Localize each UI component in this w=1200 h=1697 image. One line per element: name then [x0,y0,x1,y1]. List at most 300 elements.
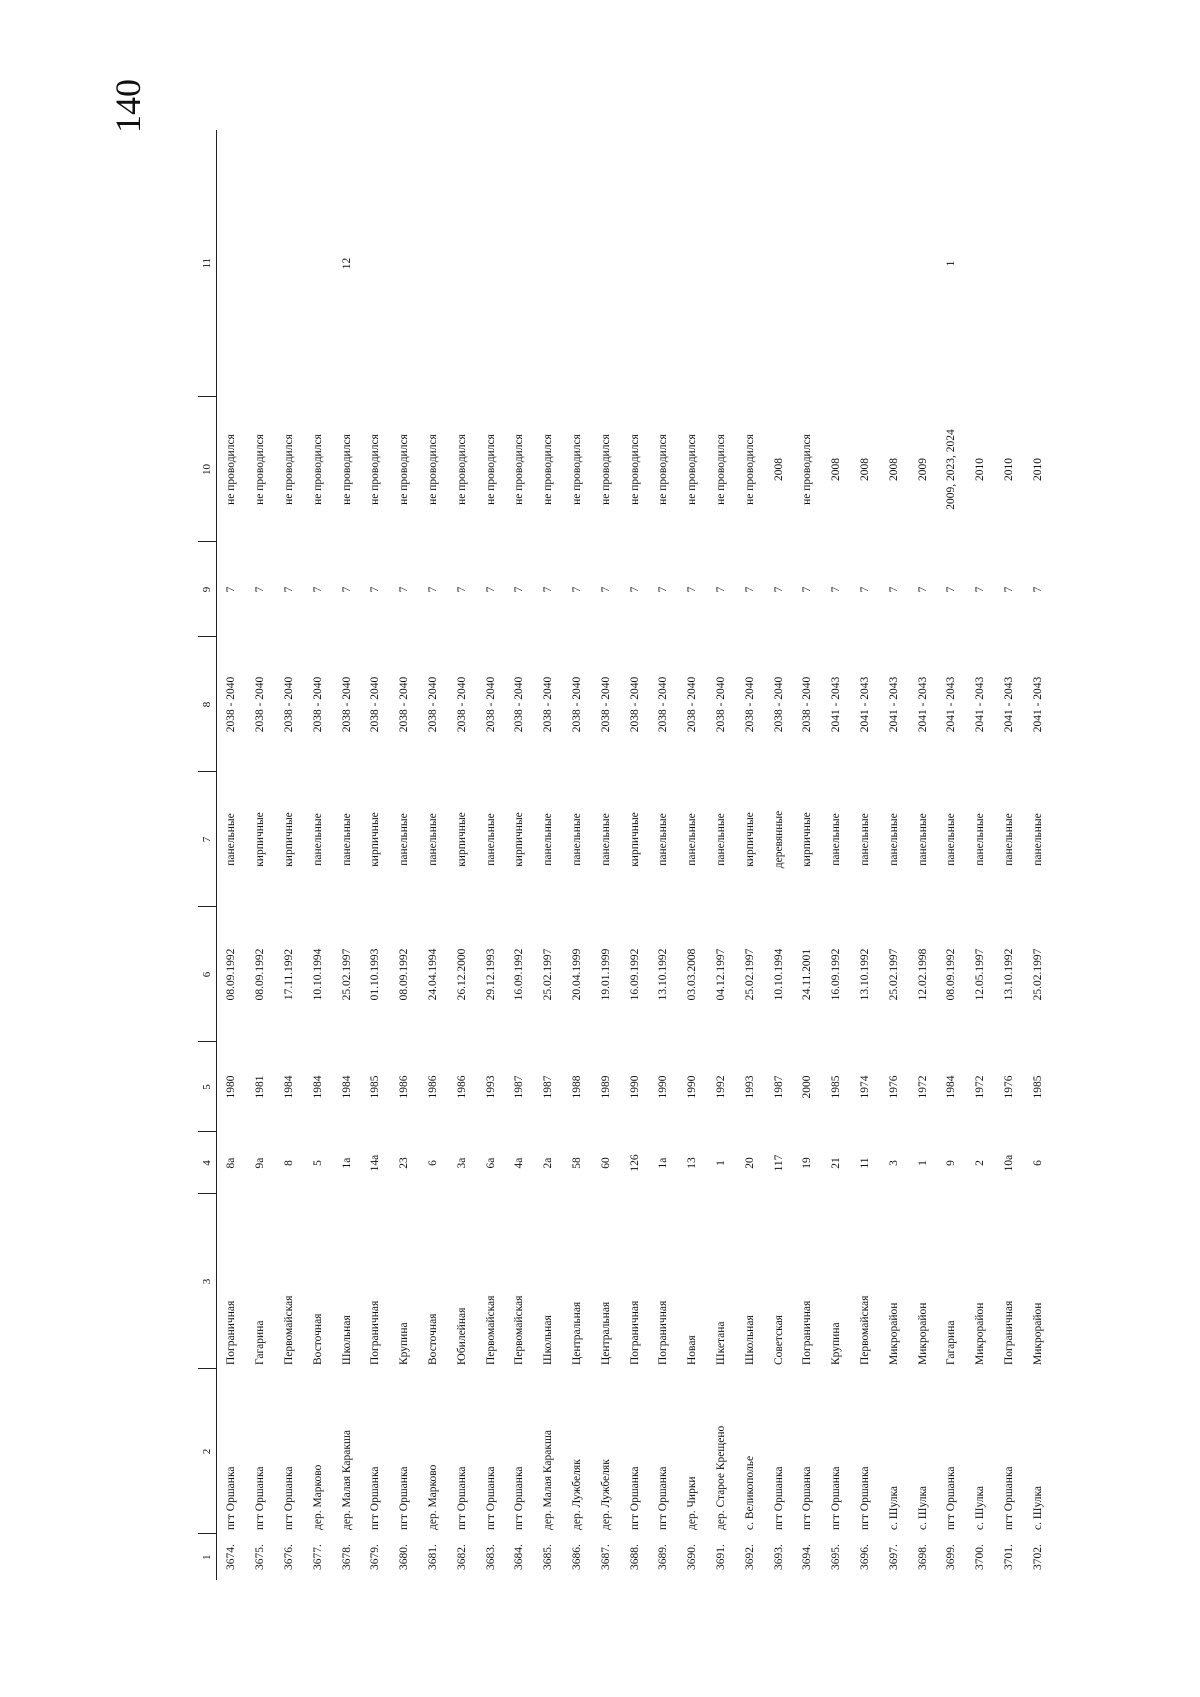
street-cell: Микрорайон [916,1302,929,1365]
column-9-cell: 7 [916,586,929,593]
table-row [534,130,563,1580]
build-year-cell: 1972 [974,1075,987,1099]
column-header-4: 4 [198,1132,217,1194]
last-repair-cell: не проводился [340,434,353,505]
wall-material-cell: кирпичные [282,812,295,867]
house-number-cell: 4а [513,1157,526,1169]
table-row [649,130,678,1580]
date-cell: 25.02.1997 [542,948,555,1001]
wall-material-cell: панельные [916,813,929,866]
house-number-cell: 1а [657,1157,670,1169]
column-9-cell: 7 [570,586,583,593]
street-cell: Крупина [398,1322,411,1365]
table-row [217,130,246,1580]
column-11-cell: 1 [945,260,958,267]
last-repair-cell: не проводился [398,434,411,505]
table-row [361,130,390,1580]
column-11-cell [275,130,304,397]
rotated-table-container [198,130,1044,1580]
row-number: 3695. [830,1544,843,1570]
row-number: 3691. [714,1544,727,1570]
table-row [764,130,793,1580]
header-row [198,130,217,1580]
locality-cell: пгт Оршанка [830,1466,843,1530]
house-number-cell: 58 [570,1157,583,1169]
row-number: 3694. [801,1544,814,1570]
locality-cell: дер. Марково [311,1464,324,1530]
house-number-cell: 20 [743,1157,756,1169]
street-cell: Новая [686,1335,699,1365]
build-year-cell: 1986 [426,1075,439,1099]
date-cell: 12.05.1997 [974,948,987,1001]
table-row [591,130,620,1580]
date-cell: 12.02.1998 [916,948,929,1001]
house-number-cell: 3а [455,1157,468,1169]
planned-period-cell: 2038 - 2040 [369,676,382,733]
date-cell: 16.09.1992 [830,948,843,1001]
column-11-cell [851,130,880,397]
row-number: 3677. [311,1544,324,1570]
build-year-cell: 1984 [340,1075,353,1099]
table-row [419,130,448,1580]
column-11-cell [303,130,332,397]
column-11-cell [793,130,822,397]
column-11-cell [707,130,736,397]
last-repair-cell: не проводился [542,434,555,505]
wall-material-cell: деревянные [772,810,785,869]
locality-cell: дер. Лужбеляк [570,1459,583,1530]
column-9-cell: 7 [743,586,756,593]
column-9-cell: 7 [628,586,641,593]
house-number-cell: 19 [801,1157,814,1169]
date-cell: 19.01.1999 [599,948,612,1001]
table-row [822,130,851,1580]
planned-period-cell: 2038 - 2040 [455,676,468,733]
column-9-cell: 7 [426,586,439,593]
row-number: 3675. [254,1544,267,1570]
wall-material-cell: кирпичные [628,812,641,867]
wall-material-cell: кирпичные [455,812,468,867]
table-row [908,130,937,1580]
last-repair-cell: не проводился [801,434,814,505]
planned-period-cell: 2038 - 2040 [398,676,411,733]
table-row [303,130,332,1580]
table-row [995,130,1024,1580]
row-number: 3693. [772,1544,785,1570]
row-number: 3697. [887,1544,900,1570]
column-9-cell: 7 [772,586,785,593]
row-number: 3678. [340,1544,353,1570]
date-cell: 16.09.1992 [513,948,526,1001]
house-number-cell: 11 [858,1157,871,1169]
street-cell: Пограничная [369,1300,382,1365]
table-row [332,130,361,1580]
locality-cell: пгт Оршанка [513,1466,526,1530]
column-11-cell [966,130,995,397]
street-cell: Центральная [599,1301,612,1365]
last-repair-cell: не проводился [426,434,439,505]
build-year-cell: 1987 [542,1075,555,1099]
house-number-cell: 8 [282,1160,295,1166]
planned-period-cell: 2038 - 2040 [311,676,324,733]
date-cell: 10.10.1994 [772,948,785,1001]
house-number-cell: 21 [830,1157,843,1169]
planned-period-cell: 2041 - 2043 [1002,676,1015,733]
date-cell: 10.10.1994 [311,948,324,1001]
column-11-cell [505,130,534,397]
build-year-cell: 1990 [657,1075,670,1099]
column-9-cell: 7 [1002,586,1015,593]
planned-period-cell: 2038 - 2040 [426,676,439,733]
build-year-cell: 1985 [830,1075,843,1099]
row-number: 3689. [657,1544,670,1570]
house-number-cell: 1 [714,1160,727,1166]
column-header-5: 5 [198,1042,217,1132]
column-9-cell: 7 [858,586,871,593]
locality-cell: пгт Оршанка [398,1466,411,1530]
column-9-cell: 7 [801,586,814,593]
house-number-cell: 9 [945,1160,958,1166]
column-header-7: 7 [198,772,217,907]
street-cell: Микрорайон [1031,1302,1044,1365]
last-repair-cell: не проводился [282,434,295,505]
last-repair-cell: 2009 [916,458,929,481]
build-year-cell: 1974 [858,1075,871,1099]
column-9-cell: 7 [225,586,238,593]
build-year-cell: 1989 [599,1075,612,1099]
planned-period-cell: 2038 - 2040 [657,676,670,733]
locality-cell: дер. Старое Крещено [714,1425,727,1530]
street-cell: Школьная [542,1315,555,1365]
date-cell: 29.12.1993 [484,948,497,1001]
locality-cell: пгт Оршанка [282,1466,295,1530]
table-row [707,130,736,1580]
table-row [1023,130,1052,1580]
date-cell: 26.12.2000 [455,948,468,1001]
column-9-cell: 7 [974,586,987,593]
street-cell: Советская [772,1315,785,1365]
planned-period-cell: 2041 - 2043 [916,676,929,733]
street-cell: Первомайская [484,1295,497,1365]
table-row [966,130,995,1580]
street-cell: Первомайская [282,1295,295,1365]
planned-period-cell: 2038 - 2040 [599,676,612,733]
wall-material-cell: панельные [686,813,699,866]
date-cell: 08.09.1992 [254,948,267,1001]
date-cell: 25.02.1997 [340,948,353,1001]
last-repair-cell: не проводился [369,434,382,505]
column-11-cell [419,130,448,397]
house-number-cell: 14а [369,1154,382,1172]
build-year-cell: 1993 [484,1075,497,1099]
last-repair-cell: не проводился [254,434,267,505]
column-11-cell [908,130,937,397]
column-9-cell: 7 [887,586,900,593]
wall-material-cell: панельные [945,813,958,866]
row-number: 3683. [484,1544,497,1570]
planned-period-cell: 2038 - 2040 [513,676,526,733]
column-header-11: 11 [198,130,217,397]
last-repair-cell: 2008 [772,458,785,481]
planned-period-cell: 2041 - 2043 [1031,676,1044,733]
build-year-cell: 1984 [311,1075,324,1099]
row-number: 3684. [513,1544,526,1570]
column-9-cell: 7 [599,586,612,593]
wall-material-cell: кирпичные [369,812,382,867]
row-number: 3690. [686,1544,699,1570]
locality-cell: пгт Оршанка [801,1466,814,1530]
table-row [678,130,707,1580]
column-11-cell [1023,130,1052,397]
date-cell: 17.11.1992 [282,948,295,1001]
column-11-cell [822,130,851,397]
locality-cell: пгт Оршанка [254,1466,267,1530]
locality-cell: пгт Оршанка [772,1466,785,1530]
wall-material-cell: кирпичные [743,812,756,867]
column-9-cell: 7 [830,586,843,593]
row-number: 3699. [945,1544,958,1570]
last-repair-cell: не проводился [455,434,468,505]
column-11-cell [534,130,563,397]
wall-material-cell: панельные [974,813,987,866]
table-body [217,130,1053,1580]
build-year-cell: 1976 [887,1075,900,1099]
house-number-cell: 1 [916,1160,929,1166]
column-9-cell: 7 [513,586,526,593]
column-9-cell: 7 [455,586,468,593]
last-repair-cell: не проводился [225,434,238,505]
wall-material-cell: панельные [311,813,324,866]
street-cell: Школьная [340,1315,353,1365]
column-9-cell: 7 [282,586,295,593]
planned-period-cell: 2038 - 2040 [282,676,295,733]
house-number-cell: 1а [340,1157,353,1169]
table-row [937,130,966,1580]
house-number-cell: 13 [686,1157,699,1169]
planned-period-cell: 2041 - 2043 [974,676,987,733]
build-year-cell: 1993 [743,1075,756,1099]
planned-period-cell: 2038 - 2040 [225,676,238,733]
street-cell: Первомайская [858,1295,871,1365]
row-number: 3701. [1002,1544,1015,1570]
column-11-cell [649,130,678,397]
table-row [879,130,908,1580]
column-9-cell: 7 [484,586,497,593]
column-11-cell [735,130,764,397]
locality-cell: пгт Оршанка [369,1466,382,1530]
table-row [793,130,822,1580]
date-cell: 25.02.1997 [887,948,900,1001]
locality-cell: с. Шулка [974,1486,987,1530]
street-cell: Первомайская [513,1295,526,1365]
last-repair-cell: 2009, 2023, 2024 [945,429,958,510]
housing-registry-table [198,130,1052,1580]
build-year-cell: 1981 [254,1075,267,1099]
locality-cell: дер. Малая Каракша [340,1430,353,1530]
planned-period-cell: 2038 - 2040 [772,676,785,733]
column-9-cell: 7 [686,586,699,593]
row-number: 3698. [916,1544,929,1570]
column-9-cell: 7 [542,586,555,593]
table-row [390,130,419,1580]
build-year-cell: 1972 [916,1075,929,1099]
planned-period-cell: 2038 - 2040 [801,676,814,733]
wall-material-cell: панельные [858,813,871,866]
wall-material-cell: панельные [830,813,843,866]
wall-material-cell: панельные [484,813,497,866]
street-cell: Микрорайон [887,1302,900,1365]
table-row [246,130,275,1580]
wall-material-cell: кирпичные [513,812,526,867]
wall-material-cell: панельные [1002,813,1015,866]
wall-material-cell: панельные [714,813,727,866]
locality-cell: дер. Малая Каракша [542,1430,555,1530]
planned-period-cell: 2038 - 2040 [686,676,699,733]
build-year-cell: 1976 [1002,1075,1015,1099]
street-cell: Микрорайон [974,1302,987,1365]
build-year-cell: 1987 [772,1075,785,1099]
column-9-cell: 7 [254,586,267,593]
column-9-cell: 7 [657,586,670,593]
date-cell: 13.10.1992 [858,948,871,1001]
locality-cell: пгт Оршанка [455,1466,468,1530]
street-cell: Крупина [830,1322,843,1365]
date-cell: 08.09.1992 [398,948,411,1001]
row-number: 3681. [426,1544,439,1570]
row-number: 3687. [599,1544,612,1570]
last-repair-cell: не проводился [311,434,324,505]
last-repair-cell: не проводился [628,434,641,505]
house-number-cell: 8а [225,1157,238,1169]
planned-period-cell: 2038 - 2040 [484,676,497,733]
date-cell: 03.03.2008 [686,948,699,1001]
table-row [476,130,505,1580]
build-year-cell: 1985 [369,1075,382,1099]
column-11-cell [476,130,505,397]
table-row [275,130,304,1580]
column-9-cell: 7 [369,586,382,593]
column-header-2: 2 [198,1369,217,1534]
last-repair-cell: 2010 [1002,458,1015,481]
street-cell: Центральная [570,1301,583,1365]
locality-cell: пгт Оршанка [858,1466,871,1530]
last-repair-cell: 2010 [974,458,987,481]
wall-material-cell: панельные [398,813,411,866]
wall-material-cell: кирпичные [254,812,267,867]
date-cell: 24.04.1994 [426,948,439,1001]
last-repair-cell: 2008 [830,458,843,481]
locality-cell: пгт Оршанка [484,1466,497,1530]
house-number-cell: 126 [628,1154,641,1172]
column-11-cell [361,130,390,397]
street-cell: Пограничная [801,1300,814,1365]
table-row [505,130,534,1580]
last-repair-cell: не проводился [686,434,699,505]
column-9-cell: 7 [398,586,411,593]
last-repair-cell: не проводился [484,434,497,505]
street-cell: Восточная [311,1313,324,1365]
planned-period-cell: 2038 - 2040 [570,676,583,733]
street-cell: Пограничная [1002,1300,1015,1365]
row-number: 3692. [743,1544,756,1570]
locality-cell: пгт Оршанка [945,1466,958,1530]
table-row [851,130,880,1580]
locality-cell: пгт Оршанка [657,1466,670,1530]
column-9-cell: 7 [340,586,353,593]
house-number-cell: 10а [1002,1154,1015,1172]
build-year-cell: 1988 [570,1075,583,1099]
row-number: 3686. [570,1544,583,1570]
street-cell: Шкетана [714,1321,727,1365]
column-11-cell [390,130,419,397]
row-number: 3680. [398,1544,411,1570]
column-header-3: 3 [198,1194,217,1369]
date-cell: 13.10.1992 [1002,948,1015,1001]
column-header-10: 10 [198,397,217,542]
locality-cell: с. Шулка [916,1486,929,1530]
column-11-cell [764,130,793,397]
build-year-cell: 1984 [282,1075,295,1099]
build-year-cell: 1990 [628,1075,641,1099]
row-number: 3676. [282,1544,295,1570]
column-11-cell [217,130,246,397]
last-repair-cell: не проводился [743,434,756,505]
column-11-cell [447,130,476,397]
wall-material-cell: панельные [657,813,670,866]
planned-period-cell: 2038 - 2040 [542,676,555,733]
house-number-cell: 6 [1031,1160,1044,1166]
column-9-cell: 7 [714,586,727,593]
last-repair-cell: 2010 [1031,458,1044,481]
column-11-cell [246,130,275,397]
street-cell: Юбилейная [455,1307,468,1365]
build-year-cell: 1985 [1031,1075,1044,1099]
date-cell: 13.10.1992 [657,948,670,1001]
build-year-cell: 2000 [801,1075,814,1099]
wall-material-cell: панельные [887,813,900,866]
column-header-9: 9 [198,542,217,637]
row-number: 3682. [455,1544,468,1570]
locality-cell: дер. Чирки [686,1476,699,1530]
column-9-cell: 7 [1031,586,1044,593]
locality-cell: с. Шулка [1031,1486,1044,1530]
column-11-cell [879,130,908,397]
row-number: 3702. [1031,1544,1044,1570]
locality-cell: с. Шулка [887,1486,900,1530]
row-number: 3679. [369,1544,382,1570]
planned-period-cell: 2041 - 2043 [887,676,900,733]
last-repair-cell: не проводился [599,434,612,505]
house-number-cell: 2 [974,1160,987,1166]
last-repair-cell: не проводился [513,434,526,505]
house-number-cell: 3 [887,1160,900,1166]
date-cell: 08.09.1992 [225,948,238,1001]
build-year-cell: 1986 [398,1075,411,1099]
date-cell: 25.02.1997 [743,948,756,1001]
locality-cell: пгт Оршанка [225,1466,238,1530]
street-cell: Восточная [426,1313,439,1365]
street-cell: Пограничная [225,1300,238,1365]
planned-period-cell: 2038 - 2040 [743,676,756,733]
column-header-1: 1 [198,1534,217,1580]
build-year-cell: 1984 [945,1075,958,1099]
locality-cell: дер. Лужбеляк [599,1459,612,1530]
build-year-cell: 1986 [455,1075,468,1099]
last-repair-cell: не проводился [657,434,670,505]
planned-period-cell: 2041 - 2043 [945,676,958,733]
column-11-cell [620,130,649,397]
house-number-cell: 9а [254,1157,267,1169]
